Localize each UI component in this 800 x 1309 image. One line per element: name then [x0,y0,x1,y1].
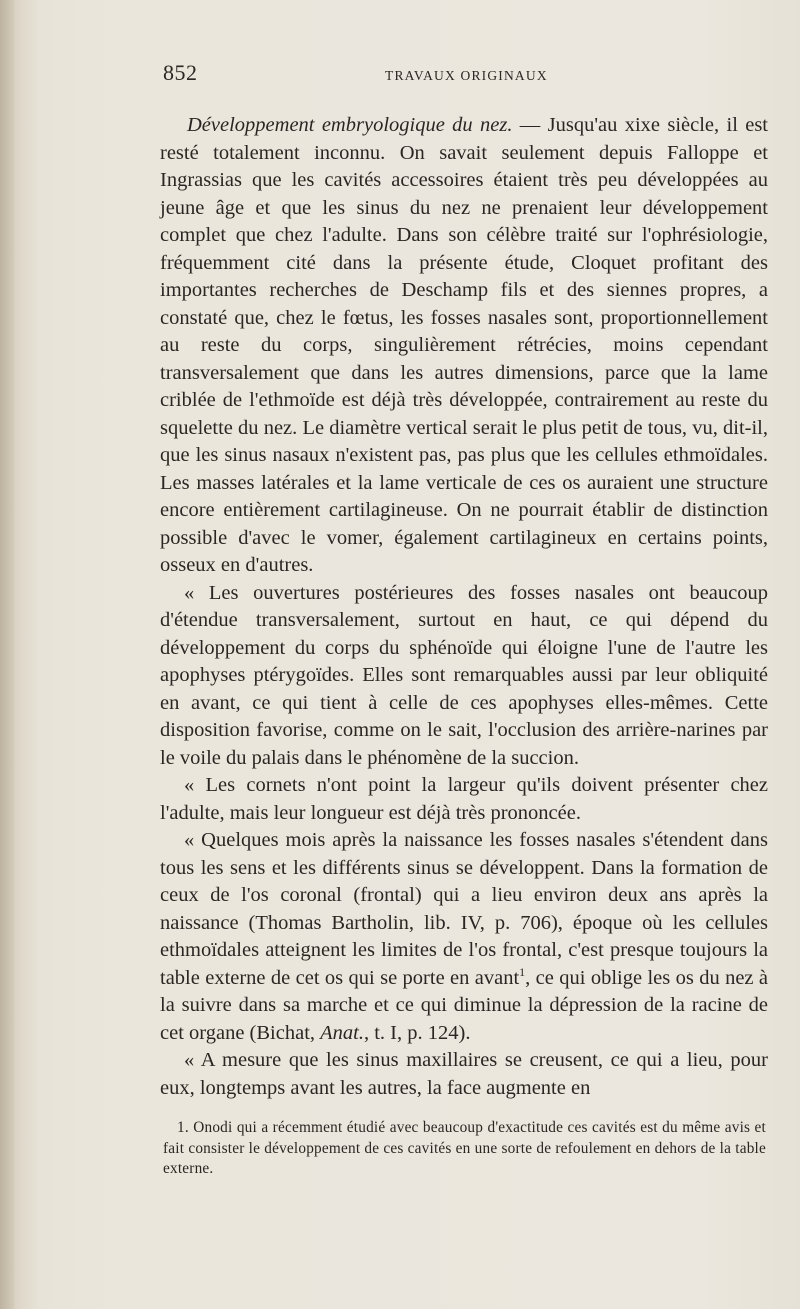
paragraph-4-text-b: , ce qui oblige les os du nez à la suivre dans sa marche et ce qui diminue la dépression de la racine de cet organe (Bichat, [160,966,768,1044]
paragraph-4-text-c: , t. I, p. 124). [363,1021,471,1044]
footnote-text: 1. Onodi qui a récemment étudié avec beaucoup d'exactitude ces cavités est du même avis et fait consister le développement de ces cavités en une sorte de refoulement en dehors de la table externe. [163,1119,766,1177]
paragraph-4-text-a: « Quelques mois après la naissance les fosses nasales s'étendent dans tous les sens et les différents sinus se développent. Dans la formation de ceux de l'os coronal (frontal) qui a lieu environ deux ans après la naissance (Thomas Bartholin, lib. IV, p. 706), époque où les cellules ethmoïdales atteignent les limites de l'os frontal, c'est presque toujours la table externe de cet os qui se porte en avant [160,829,768,989]
paragraph-1-text: — Jusqu'au xixe siècle, il est resté totalement inconnu. On savait seulement depuis Falloppe et Ingrassias que les cavités accessoires étaient très peu développées au jeune âge et que les sinus du nez ne prenaient leur développement complet que chez l'adulte. Dans son célèbre traité sur l'ophrésiologie, fréquemment cité dans la présente étude, Cloquet profitant des importantes recherches de Deschamp fils et des siennes propres, a constaté que, chez le fœtus, les fosses nasales sont, proportionnellement au reste du corps, singulièrement rétrécies, moins cependant transversalement que dans les autres dimensions, parce que la lame criblée de l'ethmoïde est déjà très développée, contrairement au reste du squelette du nez. Le diamètre vertical serait le plus petit de tous, vu, dit-il, que les sinus nasaux n'existent pas, pas plus que les cellules ethmoïdales. Les masses latérales et la lame verticale de ces os auraient une structure encore entièrement cartilagineuse. On ne pourrait établir de distinction possible d'avec le vomer, également cartilagineux en certains points, osseux en d'autres. [160,114,769,576]
body-text [160,112,768,1102]
footnote [163,1118,766,1180]
footnote-reference[interactable]: 1 [519,964,526,979]
paragraph-5: « A mesure que les sinus maxillaires se creusent, ce qui a lieu, pour eux, longtemps avant les autres, la face augmente en [160,1049,768,1099]
paragraph-3: « Les cornets n'ont point la largeur qu'ils doivent présenter chez l'adulte, mais leur longueur est déjà très prononcée. [160,774,768,824]
page-number: 852 [163,60,198,85]
section-heading: Développement embryologique du nez. [187,114,513,136]
paragraph-1 [160,112,768,580]
page-binding-edge [0,0,14,1309]
page-header [163,60,765,90]
paragraph-4 [160,827,768,1047]
running-head: TRAVAUX ORIGINAUX [385,68,548,83]
citation-italic: Anat. [320,1021,364,1044]
paragraph-2: « Les ouvertures postérieures des fosses nasales ont beaucoup d'étendue transversalement, surtout en haut, ce qui dépend du développement du corps du sphénoïde qui éloigne l'une de l'autre les apophyses ptérygoïdes. Elles sont remarquables aussi par leur obliquité en avant, ce qui tient à celle de ces apophyses elles-mêmes. Cette disposition favorise, comme on le sait, l'occlusion des arrière-narines par le voile du palais dans le phénomène de la succion. [160,581,768,769]
